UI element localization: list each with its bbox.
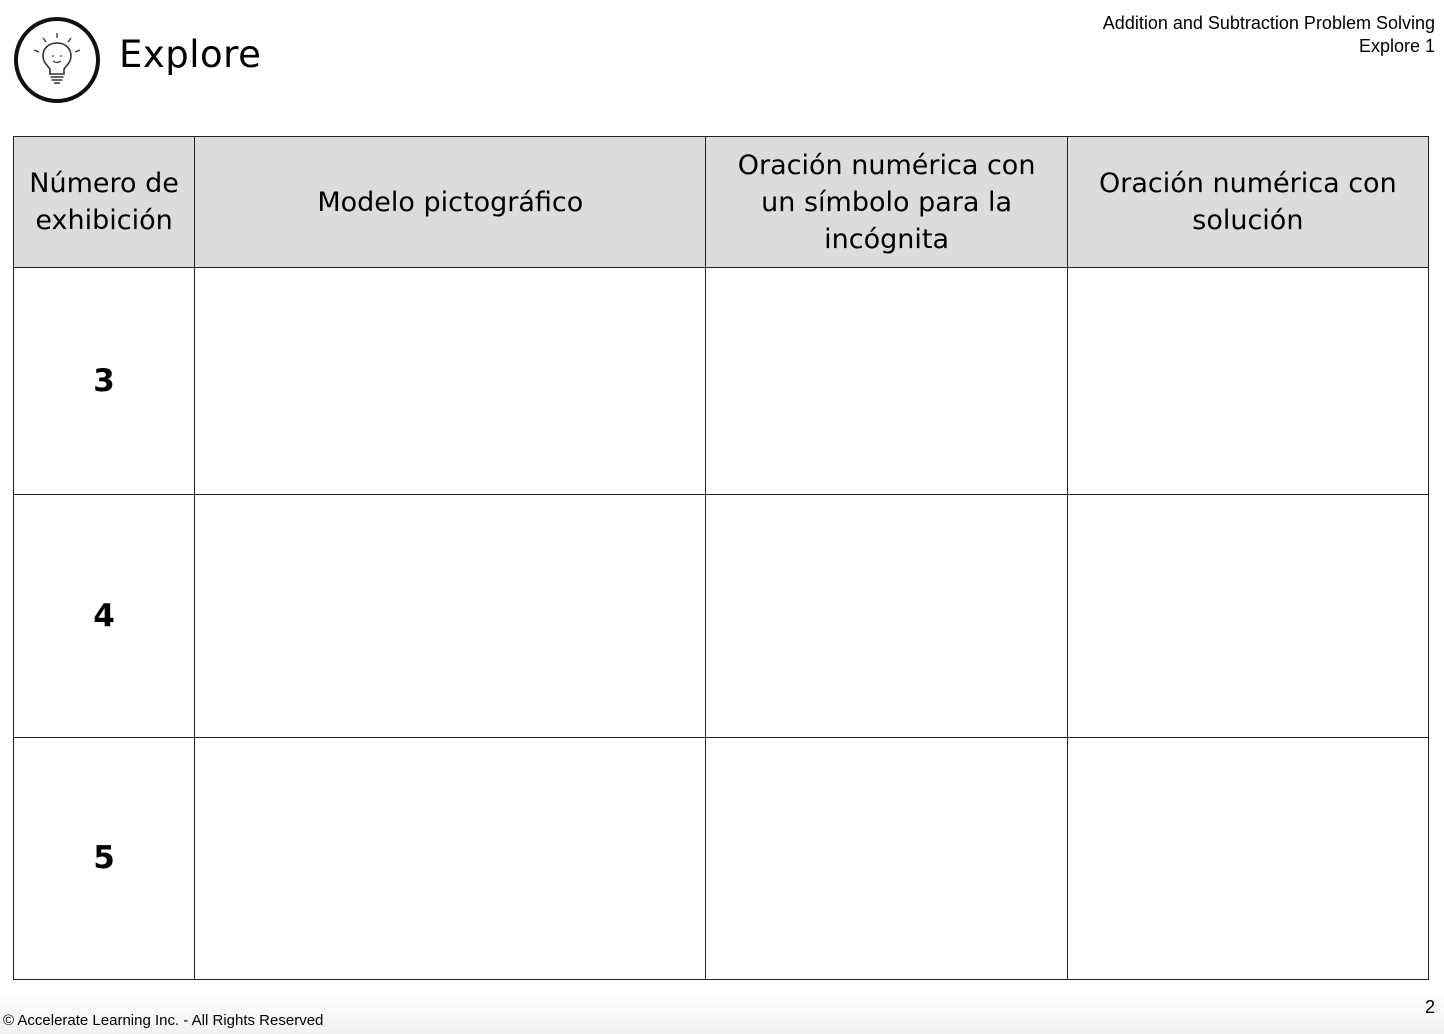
section-title: Explore [119,33,262,76]
column-header-number-sentence-solution: Oración numérica con solución [1067,137,1428,268]
copyright-notice: © Accelerate Learning Inc. - All Rights Reserved [3,1012,324,1029]
column-header-exhibit-number: Número de exhibición [14,137,195,268]
picture-model-cell[interactable] [195,268,706,495]
table-row [14,495,1429,737]
lightbulb-icon [13,16,101,104]
document-header [1103,12,1435,58]
page-number: 2 [1424,997,1435,1017]
table-row [14,268,1429,495]
picture-model-cell[interactable] [195,737,706,979]
number-sentence-solution-cell[interactable] [1067,495,1428,737]
column-header-picture-model: Modelo pictográfico [195,137,706,268]
picture-model-cell[interactable] [195,495,706,737]
table-header-row [14,137,1429,268]
worksheet-table [13,136,1429,980]
number-sentence-unknown-cell[interactable] [706,268,1067,495]
document-title: Addition and Subtraction Problem Solving [1102,13,1435,33]
number-sentence-unknown-cell[interactable] [706,495,1067,737]
exhibit-number-cell: 5 [14,737,195,979]
document-subtitle: Explore 1 [1358,36,1435,56]
exhibit-number-cell: 3 [14,268,195,495]
table-row [14,737,1429,979]
exhibit-number-cell: 4 [14,495,195,737]
number-sentence-solution-cell[interactable] [1067,737,1428,979]
number-sentence-unknown-cell[interactable] [706,737,1067,979]
column-header-number-sentence-unknown: Oración numérica con un símbolo para la incógnita [706,137,1067,268]
number-sentence-solution-cell[interactable] [1067,268,1428,495]
